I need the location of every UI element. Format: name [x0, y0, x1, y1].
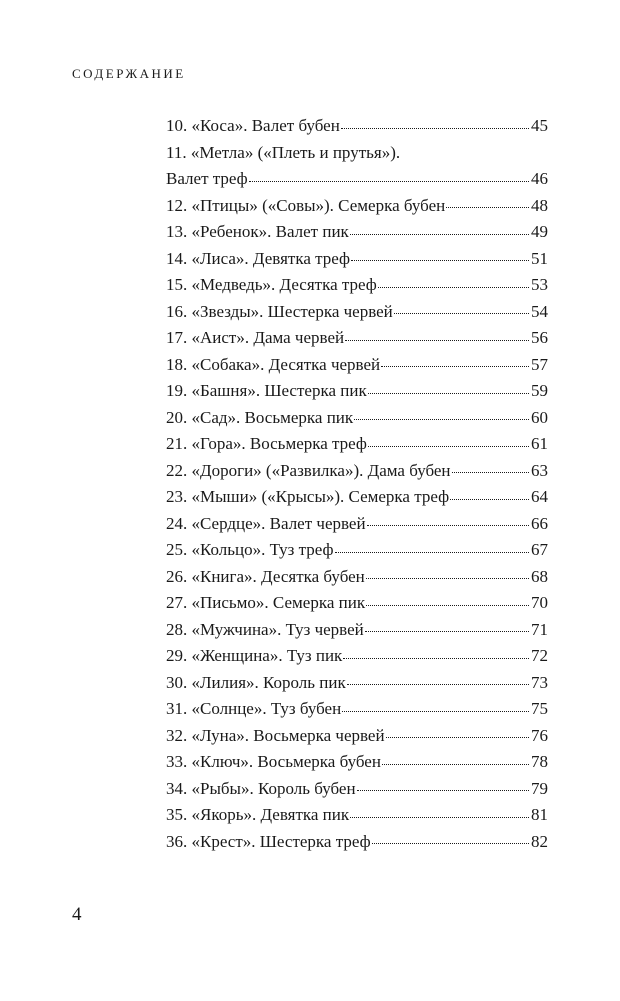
toc-entry	[166, 696, 548, 723]
toc-entry-title: 14. «Лиса». Девятка треф	[166, 248, 351, 268]
toc-entry-title: 30. «Лилия». Король пик	[166, 672, 346, 692]
toc-entry-title: 36. «Крест». Шестерка треф	[166, 831, 371, 851]
dot-leader	[366, 605, 529, 606]
toc-entry-title-continued: Валет треф	[166, 169, 248, 188]
dot-leader	[249, 181, 529, 182]
toc-entry	[166, 802, 548, 829]
toc-entry	[166, 193, 548, 220]
toc-entry-page: 73	[531, 672, 548, 692]
page-number: 4	[72, 904, 82, 925]
dot-leader	[342, 711, 529, 712]
toc-entry	[166, 431, 548, 458]
toc-entry	[166, 140, 548, 193]
toc-entry	[166, 325, 548, 352]
toc-entry-page: 68	[531, 566, 548, 586]
toc-entry-page: 53	[531, 275, 548, 294]
dot-leader	[357, 790, 529, 791]
toc-entry-page: 48	[531, 195, 548, 215]
toc-entry-page: 51	[531, 248, 548, 268]
toc-entry-page: 72	[531, 646, 548, 665]
dot-leader	[347, 684, 529, 685]
toc-entry-title: 18. «Собака». Десятка червей	[166, 354, 381, 374]
toc-entry	[166, 378, 548, 405]
dot-leader	[372, 843, 529, 844]
toc-entry-page: 56	[531, 328, 548, 347]
toc-entry-page: 67	[531, 540, 548, 559]
toc-entry-page: 79	[531, 778, 548, 798]
toc-entry-title: 28. «Мужчина». Туз червей	[166, 619, 364, 639]
toc-entry-page: 66	[531, 513, 548, 533]
toc-entry-page: 57	[531, 354, 548, 374]
toc-entry-page: 63	[531, 460, 548, 480]
toc-entry-title: 20. «Сад». Восьмерка пик	[166, 407, 354, 427]
running-header: СОДЕРЖАНИЕ	[72, 66, 186, 81]
toc-entry-page: 82	[531, 831, 548, 851]
toc-entry-page: 45	[531, 116, 548, 135]
table-of-contents	[166, 113, 548, 855]
dot-leader	[343, 658, 529, 659]
toc-entry	[166, 458, 548, 485]
toc-entry-page: 64	[531, 487, 548, 506]
toc-entry	[166, 484, 548, 511]
dot-leader	[367, 525, 529, 526]
toc-entry	[166, 113, 548, 140]
toc-entry-title: 13. «Ребенок». Валет пик	[166, 222, 349, 241]
toc-entry-page: 59	[531, 381, 548, 400]
toc-entry	[166, 299, 548, 326]
dot-leader	[394, 313, 529, 314]
toc-entry-page: 54	[531, 301, 548, 321]
toc-entry	[166, 537, 548, 564]
toc-entry	[166, 749, 548, 776]
toc-entry-title: 21. «Гора». Восьмерка треф	[166, 434, 367, 453]
toc-entry-title: 27. «Письмо». Семерка пик	[166, 593, 366, 612]
toc-entry-title: 35. «Якорь». Девятка пик	[166, 805, 350, 824]
toc-entry	[166, 723, 548, 750]
toc-entry-title: 26. «Книга». Десятка бубен	[166, 566, 365, 586]
toc-entry-title: 17. «Аист». Дама червей	[166, 328, 345, 347]
dot-leader	[345, 340, 529, 341]
toc-entry-title: 29. «Женщина». Туз пик	[166, 646, 343, 665]
toc-entry-page: 81	[531, 805, 548, 824]
toc-entry-title: 34. «Рыбы». Король бубен	[166, 778, 356, 798]
toc-entry-title: 19. «Башня». Шестерка пик	[166, 381, 367, 400]
toc-entry-title: 12. «Птицы» («Совы»). Семерка бубен	[166, 195, 446, 215]
dot-leader	[335, 552, 529, 553]
dot-leader	[446, 207, 529, 208]
toc-entry-page: 60	[531, 407, 548, 427]
toc-entry-title: 22. «Дороги» («Развилка»). Дама бубен	[166, 460, 451, 480]
toc-entry-title: 33. «Ключ». Восьмерка бубен	[166, 752, 381, 771]
dot-leader	[378, 287, 529, 288]
toc-entry	[166, 590, 548, 617]
toc-entry	[166, 564, 548, 591]
toc-entry-page: 61	[531, 434, 548, 453]
toc-entry-page: 46	[531, 169, 548, 188]
dot-leader	[368, 446, 529, 447]
toc-entry-title: 31. «Солнце». Туз бубен	[166, 699, 342, 718]
toc-entry-page: 71	[531, 619, 548, 639]
toc-entry	[166, 776, 548, 803]
toc-entry-title: 15. «Медведь». Десятка треф	[166, 275, 377, 294]
toc-entry	[166, 643, 548, 670]
dot-leader	[341, 128, 529, 129]
toc-entry-title: 10. «Коса». Валет бубен	[166, 116, 340, 135]
toc-entry	[166, 405, 548, 432]
dot-leader	[350, 817, 529, 818]
toc-entry-title: 24. «Сердце». Валет червей	[166, 513, 366, 533]
toc-entry-page: 49	[531, 222, 548, 241]
toc-entry-title: 11. «Метла» («Плеть и прутья»).	[166, 142, 401, 162]
toc-entry-page: 76	[531, 725, 548, 745]
toc-entry	[166, 272, 548, 299]
toc-entry	[166, 670, 548, 697]
dot-leader	[365, 631, 529, 632]
dot-leader	[381, 366, 529, 367]
toc-entry-title: 16. «Звезды». Шестерка червей	[166, 301, 393, 321]
toc-entry-page: 75	[531, 699, 548, 718]
toc-entry-page: 78	[531, 752, 548, 771]
toc-entry	[166, 829, 548, 856]
dot-leader	[368, 393, 529, 394]
toc-entry-title: 25. «Кольцо». Туз треф	[166, 540, 334, 559]
toc-entry	[166, 352, 548, 379]
dot-leader	[366, 578, 529, 579]
toc-entry-title: 23. «Мыши» («Крысы»). Семерка треф	[166, 487, 450, 506]
dot-leader	[452, 472, 529, 473]
dot-leader	[351, 260, 529, 261]
toc-entry	[166, 511, 548, 538]
toc-entry-page: 70	[531, 593, 548, 612]
toc-entry	[166, 219, 548, 246]
dot-leader	[350, 234, 529, 235]
dot-leader	[386, 737, 529, 738]
toc-entry	[166, 246, 548, 273]
toc-entry	[166, 617, 548, 644]
dot-leader	[382, 764, 529, 765]
dot-leader	[450, 499, 529, 500]
dot-leader	[354, 419, 529, 420]
toc-entry-title: 32. «Луна». Восьмерка червей	[166, 725, 385, 745]
